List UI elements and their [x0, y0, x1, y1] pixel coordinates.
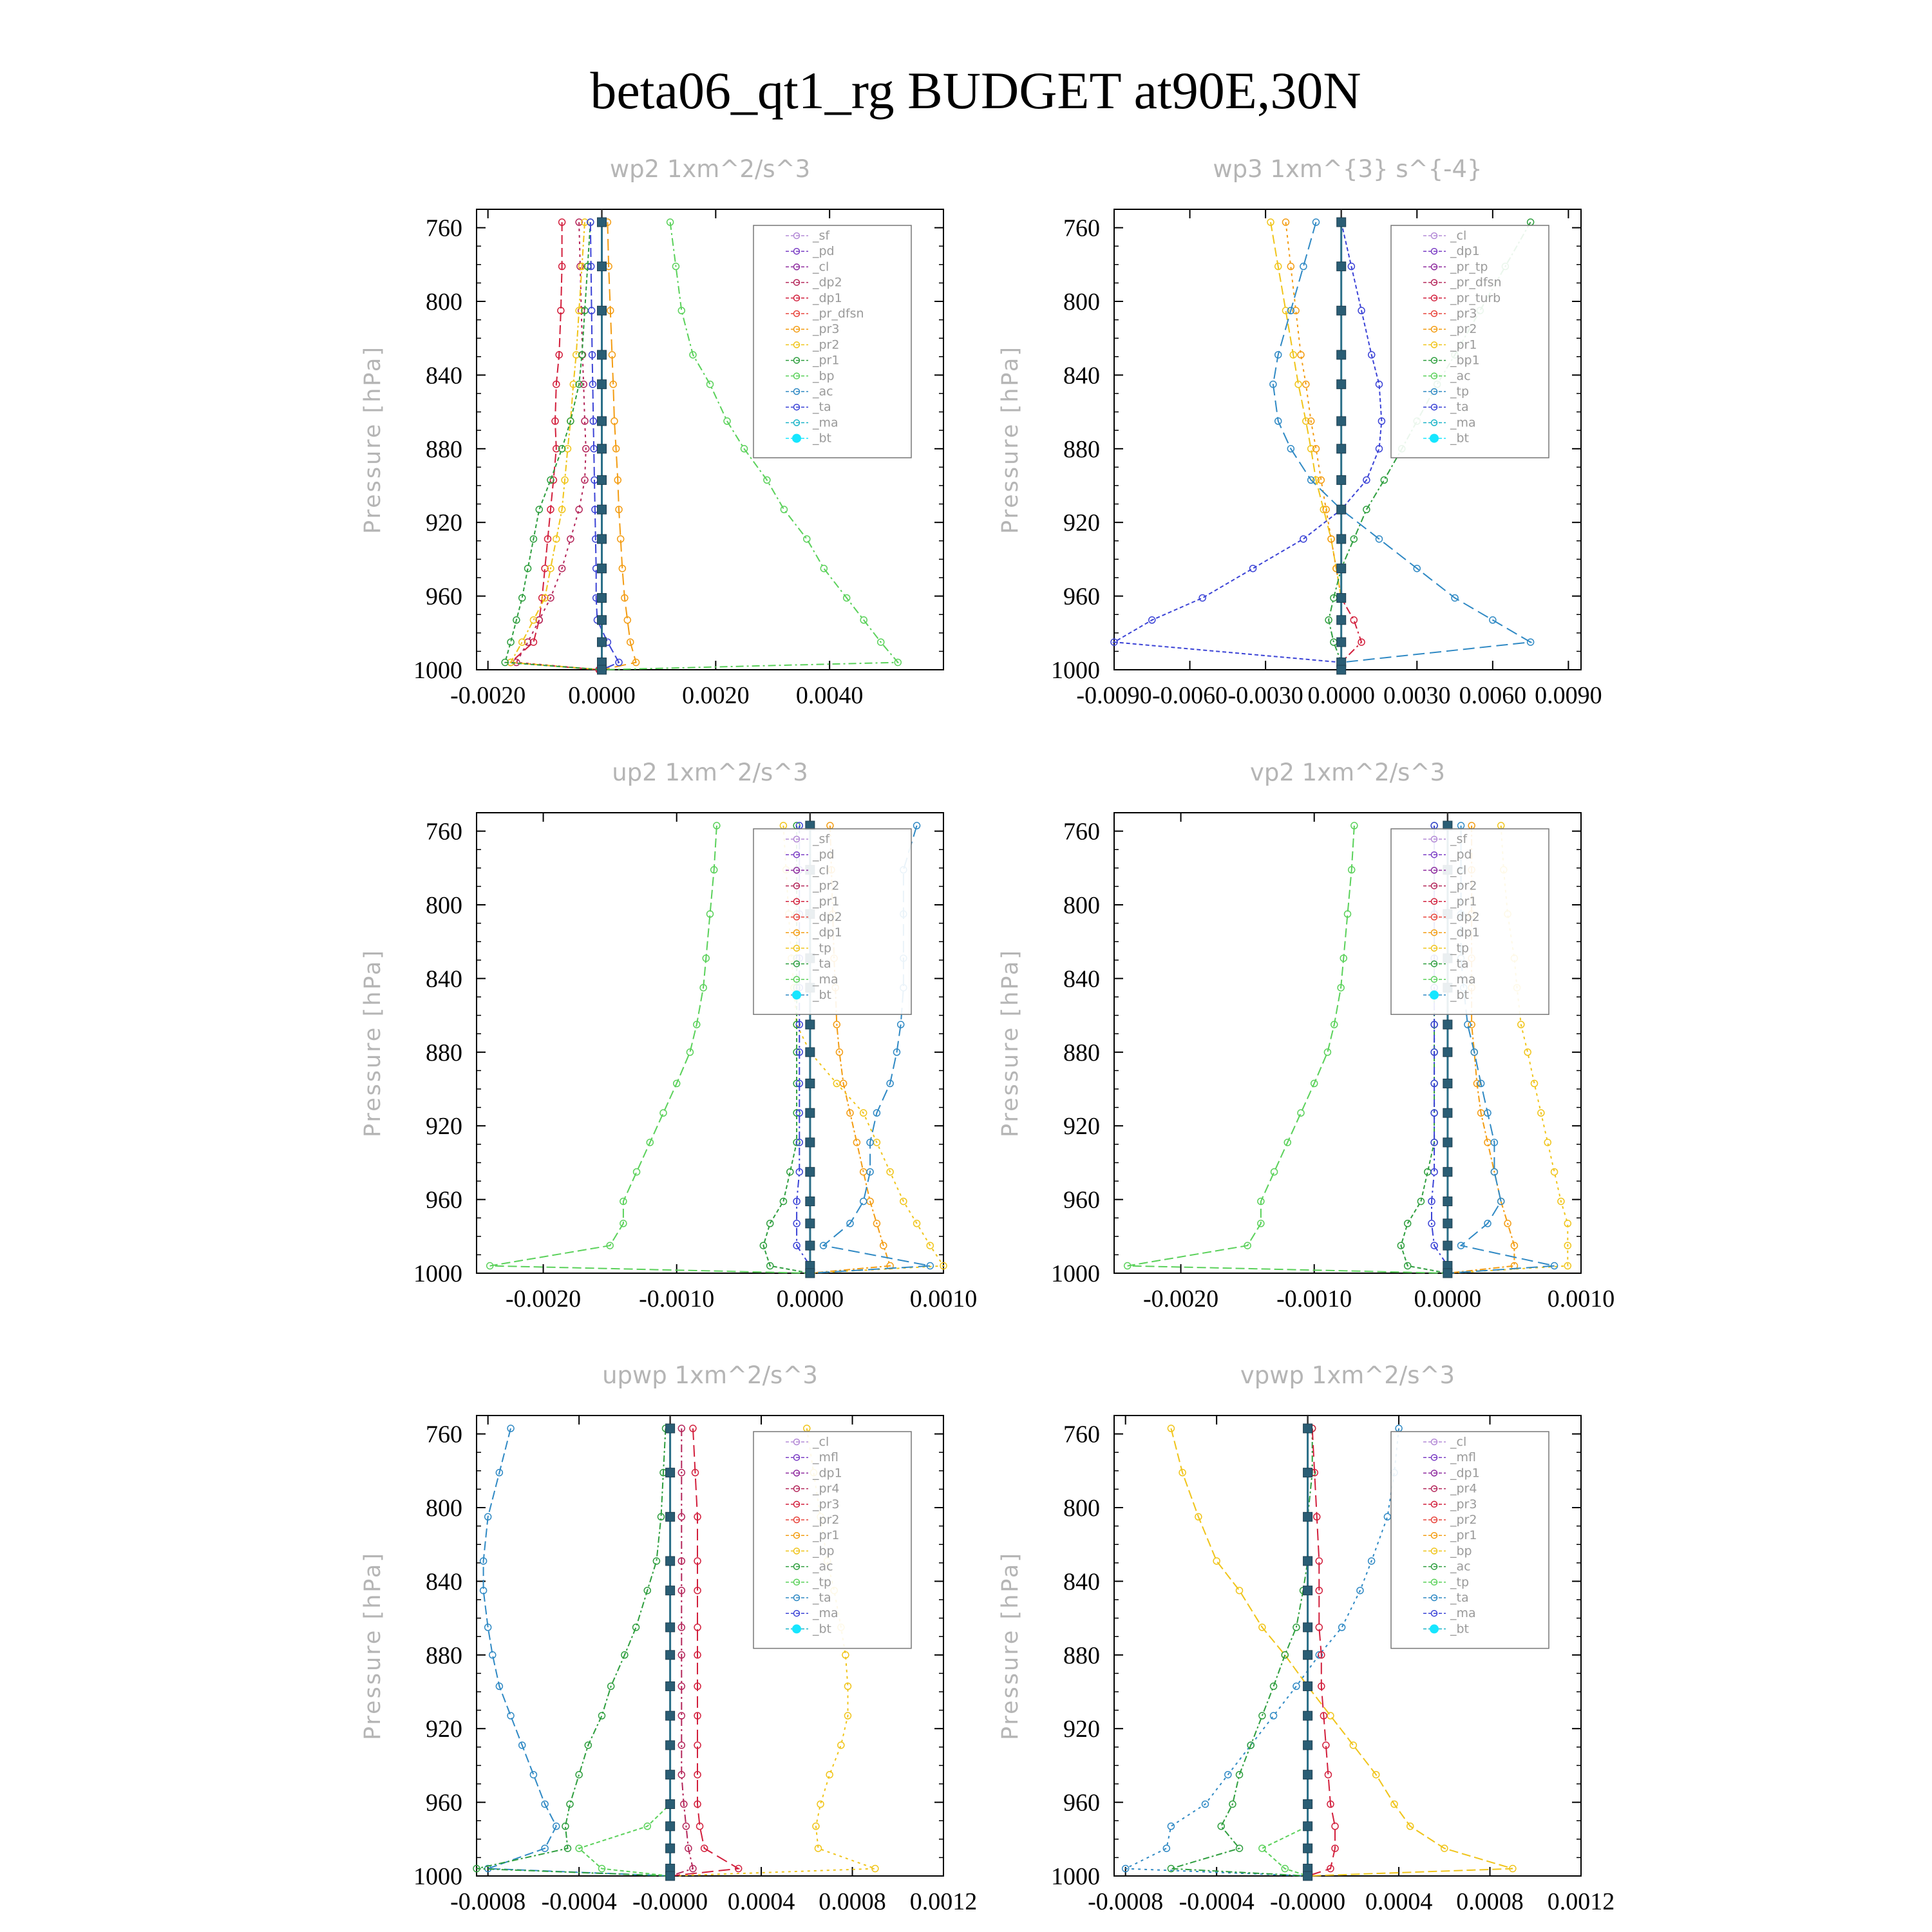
data-point — [1300, 536, 1307, 542]
y-tick-label: 880 — [426, 1039, 462, 1066]
legend-label: _pd — [1450, 848, 1472, 862]
data-point — [598, 535, 607, 544]
data-point — [666, 1741, 675, 1750]
panel-4 — [998, 759, 1615, 1312]
data-point — [1332, 1823, 1338, 1830]
data-point — [826, 1772, 833, 1778]
legend-label: _bt — [1450, 988, 1470, 1002]
y-tick-label: 920 — [1063, 1716, 1100, 1743]
x-tick-label: -0.0004 — [541, 1888, 617, 1915]
x-tick-label: 0.0000 — [1307, 682, 1375, 709]
legend-marker — [792, 990, 801, 999]
x-tick-label: -0.0010 — [639, 1285, 715, 1312]
y-tick-label: 1000 — [413, 1863, 462, 1890]
data-point — [1271, 1712, 1277, 1719]
y-tick-label: 1000 — [1051, 1863, 1100, 1890]
legend-label: _tp — [1450, 384, 1470, 399]
legend-label: _ma — [1450, 972, 1476, 987]
legend-label: _pr1 — [813, 894, 840, 909]
x-tick-label: 0.0000 — [568, 682, 636, 709]
legend-label: _ac — [1450, 1559, 1471, 1574]
legend-label: _ma — [813, 972, 838, 987]
x-tick-label: -0.0090 — [1076, 682, 1152, 709]
x-tick-label: 0.0000 — [1414, 1285, 1482, 1312]
data-point — [1443, 1020, 1452, 1029]
data-point — [598, 505, 607, 514]
legend-label: _ta — [813, 956, 831, 971]
data-point — [806, 1168, 815, 1177]
x-tick-label: -0.0010 — [1276, 1285, 1352, 1312]
data-point — [666, 1623, 675, 1632]
y-tick-label: 760 — [1063, 1421, 1100, 1448]
y-tick-label: 960 — [1063, 1186, 1100, 1214]
y-tick-label: 800 — [1063, 892, 1100, 919]
data-point — [1337, 475, 1346, 484]
data-point — [806, 1219, 815, 1228]
y-tick-label: 880 — [1063, 1039, 1100, 1066]
data-point — [806, 1048, 815, 1057]
y-tick-label: 880 — [1063, 435, 1100, 463]
x-tick-label: -0.0020 — [450, 682, 526, 709]
x-tick-label: 0.0090 — [1535, 682, 1602, 709]
data-point — [1303, 1681, 1312, 1690]
data-point — [1303, 1871, 1312, 1880]
x-tick-label: -0.0000 — [1270, 1888, 1346, 1915]
data-point — [1443, 1219, 1452, 1228]
legend-label: _cl — [1450, 229, 1467, 243]
data-point — [666, 1681, 675, 1690]
data-point — [1337, 350, 1346, 359]
data-point — [678, 1742, 685, 1748]
data-point — [666, 1557, 675, 1566]
y-tick-label: 920 — [426, 1716, 462, 1743]
panel-2 — [998, 155, 1602, 709]
y-axis-label: Pressure [hPa] — [360, 1551, 386, 1741]
y-tick-label: 840 — [1063, 1568, 1100, 1596]
panel-5 — [360, 1361, 977, 1915]
data-point — [598, 350, 607, 359]
data-point — [806, 1108, 815, 1117]
legend-label: _pr2 — [813, 878, 840, 893]
data-point — [1350, 617, 1357, 623]
legend-marker — [792, 434, 801, 443]
data-point — [1443, 1079, 1452, 1088]
legend-label: _dp1 — [1450, 925, 1480, 940]
y-tick-label: 800 — [1063, 289, 1100, 316]
legend-label: _ac — [813, 384, 833, 399]
y-tick-label: 760 — [426, 214, 462, 242]
legend-label: _pr3 — [1450, 1497, 1477, 1511]
data-point — [1350, 1742, 1356, 1748]
legend-label: _pd — [813, 848, 835, 862]
x-tick-label: -0.0000 — [632, 1888, 708, 1915]
y-tick-label: 920 — [426, 1113, 462, 1141]
data-point — [633, 1624, 639, 1631]
data-point — [598, 593, 607, 602]
x-tick-label: 0.0010 — [1547, 1285, 1615, 1312]
data-point — [666, 1424, 675, 1433]
data-point — [838, 1742, 844, 1748]
legend-label: _sf — [813, 229, 830, 243]
x-tick-label: -0.0060 — [1151, 682, 1228, 709]
y-axis-label: Pressure [hPa] — [360, 345, 386, 535]
data-point — [806, 1079, 815, 1088]
data-point — [820, 565, 827, 572]
data-point — [1298, 1110, 1304, 1116]
data-point — [817, 1801, 824, 1807]
legend-label: _dp2 — [813, 910, 842, 924]
x-tick-label: 0.0004 — [1365, 1888, 1433, 1915]
x-tick-label: 0.0008 — [819, 1888, 886, 1915]
data-point — [1218, 1823, 1224, 1830]
y-tick-label: 800 — [1063, 1495, 1100, 1522]
data-point — [1337, 417, 1346, 426]
legend-label: _tp — [1450, 941, 1470, 956]
data-point — [781, 506, 787, 513]
legend-label: _pr_tp — [1450, 260, 1488, 274]
legend-label: _bt — [1450, 431, 1470, 446]
data-point — [806, 1138, 815, 1147]
legend-label: _bp — [813, 368, 835, 383]
legend-label: _cl — [813, 1435, 829, 1449]
data-point — [576, 1772, 582, 1778]
legend-label: _ac — [813, 1559, 833, 1574]
data-point — [1213, 1558, 1220, 1564]
panel-6 — [998, 1361, 1615, 1915]
data-point — [1337, 380, 1346, 389]
data-point — [666, 1871, 675, 1880]
x-tick-label: 0.0012 — [909, 1888, 978, 1915]
y-tick-label: 920 — [426, 509, 462, 537]
data-point — [1327, 1712, 1334, 1719]
legend-label: _bt — [813, 431, 832, 446]
data-point — [598, 417, 607, 426]
legend-label: _ma — [813, 1606, 838, 1621]
legend-label: _cl — [813, 260, 829, 274]
data-point — [1303, 1468, 1312, 1477]
data-point — [1303, 1586, 1312, 1595]
data-point — [1303, 1770, 1312, 1779]
data-point — [1337, 306, 1346, 315]
data-point — [1384, 1513, 1390, 1520]
x-tick-label: -0.0030 — [1227, 682, 1303, 709]
legend-label: _tp — [813, 941, 832, 956]
y-tick-label: 840 — [426, 1568, 462, 1596]
data-point — [1443, 1168, 1452, 1177]
panel-title: wp3 1xm^{3} s^{-4} — [1213, 155, 1482, 183]
data-point — [1303, 1557, 1312, 1566]
data-point — [1337, 505, 1346, 514]
legend-label: _tp — [1450, 1575, 1470, 1589]
data-point — [1337, 564, 1346, 573]
data-point — [666, 1651, 675, 1660]
data-point — [666, 1586, 675, 1595]
legend-label: _pr_turb — [1450, 290, 1501, 305]
data-point — [666, 1468, 675, 1477]
data-point — [1337, 262, 1346, 271]
data-point — [1443, 1269, 1452, 1278]
legend-label: _tp — [813, 1575, 832, 1589]
y-tick-label: 880 — [1063, 1642, 1100, 1669]
x-tick-label: 0.0040 — [795, 682, 864, 709]
legend-label: _ma — [1450, 1606, 1476, 1621]
legend-label: _pr4 — [813, 1481, 840, 1496]
data-point — [1331, 639, 1337, 645]
legend-label: _pr1 — [1450, 1528, 1477, 1543]
x-tick-label: -0.0004 — [1179, 1888, 1255, 1915]
x-tick-label: -0.0020 — [505, 1285, 582, 1312]
panel-title: vp2 1xm^2/s^3 — [1250, 759, 1445, 786]
panel-title: wp2 1xm^2/s^3 — [609, 155, 811, 183]
legend-label: _dp2 — [813, 275, 842, 290]
panel-title: vpwp 1xm^2/s^3 — [1240, 1361, 1455, 1389]
legend-label: _bp1 — [1450, 353, 1480, 368]
data-point — [660, 1110, 667, 1116]
y-tick-label: 1000 — [1051, 657, 1100, 684]
data-point — [1337, 665, 1346, 674]
legend-label: _pr3 — [813, 322, 840, 337]
legend-label: _pr_dfsn — [1450, 275, 1502, 290]
y-tick-label: 840 — [1063, 362, 1100, 390]
data-point — [1303, 1623, 1312, 1632]
y-tick-label: 920 — [1063, 1113, 1100, 1141]
data-point — [599, 1712, 605, 1719]
y-tick-label: 760 — [426, 1421, 462, 1448]
legend-label: _ta — [813, 1591, 831, 1605]
data-point — [804, 536, 810, 542]
data-point — [598, 306, 607, 315]
series-line — [1126, 1428, 1399, 1876]
y-tick-label: 960 — [426, 583, 462, 611]
data-point — [598, 475, 607, 484]
data-point — [1443, 1241, 1452, 1250]
series-line — [1171, 1428, 1312, 1876]
legend-label: _sf — [813, 832, 830, 846]
data-point — [1350, 536, 1357, 542]
legend-label: _pr_dfsn — [813, 307, 864, 321]
legend-label: _bt — [1450, 1622, 1470, 1636]
y-tick-label: 760 — [1063, 818, 1100, 846]
legend-marker — [1430, 434, 1439, 443]
y-tick-label: 960 — [426, 1789, 462, 1817]
data-point — [1443, 1108, 1452, 1117]
legend-label: _dp1 — [813, 925, 842, 940]
data-point — [598, 638, 607, 647]
data-point — [598, 616, 607, 625]
panels — [360, 155, 1615, 1915]
legend-marker — [1430, 990, 1439, 999]
data-point — [1337, 616, 1346, 625]
y-tick-label: 960 — [1063, 1789, 1100, 1817]
legend-label: _pr1 — [813, 353, 840, 368]
data-point — [1303, 1512, 1312, 1521]
y-tick-label: 800 — [426, 1495, 462, 1522]
data-point — [598, 564, 607, 573]
x-tick-label: 0.0000 — [776, 1285, 844, 1312]
data-point — [666, 1770, 675, 1779]
data-point — [806, 1197, 815, 1206]
data-point — [1303, 1822, 1312, 1831]
y-tick-label: 1000 — [413, 1260, 462, 1287]
legend-label: _ta — [813, 400, 831, 415]
data-point — [860, 1198, 867, 1204]
data-point — [598, 665, 607, 674]
y-tick-label: 920 — [1063, 509, 1100, 537]
data-point — [1337, 638, 1346, 647]
data-point — [598, 262, 607, 271]
data-point — [598, 444, 607, 453]
y-tick-label: 840 — [1063, 965, 1100, 993]
x-tick-label: 0.0060 — [1459, 682, 1527, 709]
legend-label: _pr1 — [1450, 894, 1477, 909]
x-tick-label: -0.0020 — [1142, 1285, 1219, 1312]
figure-title: beta06_qt1_rg BUDGET at90E,30N — [590, 61, 1361, 120]
data-point — [1271, 1169, 1278, 1175]
y-tick-label: 760 — [426, 818, 462, 846]
x-tick-label: 0.0020 — [682, 682, 750, 709]
y-tick-label: 880 — [426, 1642, 462, 1669]
legend-label: _ma — [1450, 415, 1476, 430]
data-point — [666, 1799, 675, 1808]
x-tick-label: 0.0004 — [727, 1888, 795, 1915]
legend-label: _mfl — [1450, 1450, 1476, 1465]
legend-label: _bp — [1450, 1544, 1472, 1558]
x-tick-label: 0.0012 — [1547, 1888, 1615, 1915]
legend-label: _cl — [1450, 863, 1467, 878]
legend-label: _ta — [1450, 400, 1469, 415]
panel-1 — [360, 155, 943, 709]
y-tick-label: 800 — [426, 892, 462, 919]
y-tick-label: 840 — [426, 965, 462, 993]
data-point — [1303, 1711, 1312, 1720]
legend-label: _cl — [813, 863, 829, 878]
legend-label: _pr2 — [1450, 878, 1477, 893]
legend-label: _pr1 — [813, 1528, 840, 1543]
y-tick-label: 880 — [426, 435, 462, 463]
data-point — [1443, 1138, 1452, 1147]
legend-label: _pr4 — [1450, 1481, 1477, 1496]
data-point — [666, 1822, 675, 1831]
data-point — [666, 1512, 675, 1521]
legend-label: _pr2 — [1450, 1513, 1477, 1527]
data-point — [507, 1712, 514, 1719]
legend-label: _pr2 — [813, 337, 840, 352]
legend-marker — [792, 1624, 801, 1633]
y-tick-label: 960 — [1063, 583, 1100, 611]
x-tick-label: -0.0008 — [1088, 1888, 1164, 1915]
data-point — [1339, 1624, 1345, 1631]
x-tick-label: 0.0010 — [909, 1285, 978, 1312]
legend-label: _ac — [1450, 368, 1471, 383]
legend-marker — [1430, 1624, 1439, 1633]
data-point — [1259, 1845, 1265, 1852]
data-point — [598, 380, 607, 389]
y-tick-label: 1000 — [1051, 1260, 1100, 1287]
y-tick-label: 1000 — [413, 657, 462, 684]
panel-3 — [360, 759, 977, 1312]
legend-label: _pr2 — [1450, 322, 1477, 337]
panel-title: up2 1xm^2/s^3 — [612, 759, 808, 786]
legend-label: _pr3 — [813, 1497, 840, 1511]
x-tick-label: 0.0008 — [1456, 1888, 1524, 1915]
data-point — [1199, 594, 1206, 601]
data-point — [1303, 1741, 1312, 1750]
data-point — [1337, 593, 1346, 602]
legend-label: _ta — [1450, 956, 1469, 971]
data-point — [1303, 1651, 1312, 1660]
x-tick-label: -0.0008 — [450, 1888, 526, 1915]
legend-label: _bt — [813, 1622, 832, 1636]
legend-label: _bt — [813, 988, 832, 1002]
legend-label: _mfl — [813, 1450, 838, 1465]
series-line — [484, 1428, 670, 1876]
legend-label: _pd — [813, 244, 835, 259]
data-point — [1381, 477, 1387, 483]
legend-label: _ta — [1450, 1591, 1469, 1605]
x-tick-label: 0.0030 — [1383, 682, 1451, 709]
legend-label: _dp1 — [813, 290, 842, 305]
legend-label: _cl — [1450, 1435, 1467, 1449]
legend-label: _ma — [813, 415, 838, 430]
data-point — [1337, 444, 1346, 453]
legend-label: _dp2 — [1450, 910, 1480, 924]
data-point — [530, 1772, 536, 1778]
data-point — [806, 1241, 815, 1250]
data-point — [634, 1169, 640, 1175]
legend-label: _dp1 — [1450, 244, 1480, 259]
data-point — [1303, 1799, 1312, 1808]
series-line — [602, 222, 636, 670]
data-point — [1168, 1823, 1174, 1830]
data-point — [666, 1711, 675, 1720]
panel-title: upwp 1xm^2/s^3 — [602, 1361, 818, 1389]
y-axis-label: Pressure [hPa] — [998, 1551, 1023, 1741]
legend-label: _dp1 — [1450, 1466, 1480, 1481]
legend-label: _pr2 — [813, 1513, 840, 1527]
y-axis-label: Pressure [hPa] — [998, 345, 1023, 535]
data-point — [707, 381, 714, 388]
y-tick-label: 960 — [426, 1186, 462, 1214]
legend-label: _sf — [1450, 832, 1468, 846]
legend-label: _dp1 — [813, 1466, 842, 1481]
legend-label: _bp — [813, 1544, 835, 1558]
data-point — [1337, 535, 1346, 544]
data-point — [1236, 1772, 1243, 1778]
data-point — [1443, 1197, 1452, 1206]
data-point — [598, 218, 607, 227]
y-tick-label: 840 — [426, 362, 462, 390]
data-point — [1337, 218, 1346, 227]
series-line — [1271, 222, 1341, 670]
series-line — [477, 1428, 670, 1876]
legend-label: _pr3 — [1450, 307, 1477, 321]
data-point — [666, 1844, 675, 1853]
y-axis-label: Pressure [hPa] — [360, 948, 386, 1138]
data-point — [1236, 1587, 1243, 1594]
data-point — [806, 1269, 815, 1278]
data-point — [1443, 1048, 1452, 1057]
data-point — [1303, 1844, 1312, 1853]
data-point — [1163, 1845, 1170, 1852]
data-point — [806, 1020, 815, 1029]
y-tick-label: 800 — [426, 289, 462, 316]
data-point — [1303, 1424, 1312, 1433]
legend-label: _pr1 — [1450, 337, 1477, 352]
data-point — [1250, 565, 1256, 572]
y-axis-label: Pressure [hPa] — [998, 948, 1023, 1138]
y-tick-label: 760 — [1063, 214, 1100, 242]
